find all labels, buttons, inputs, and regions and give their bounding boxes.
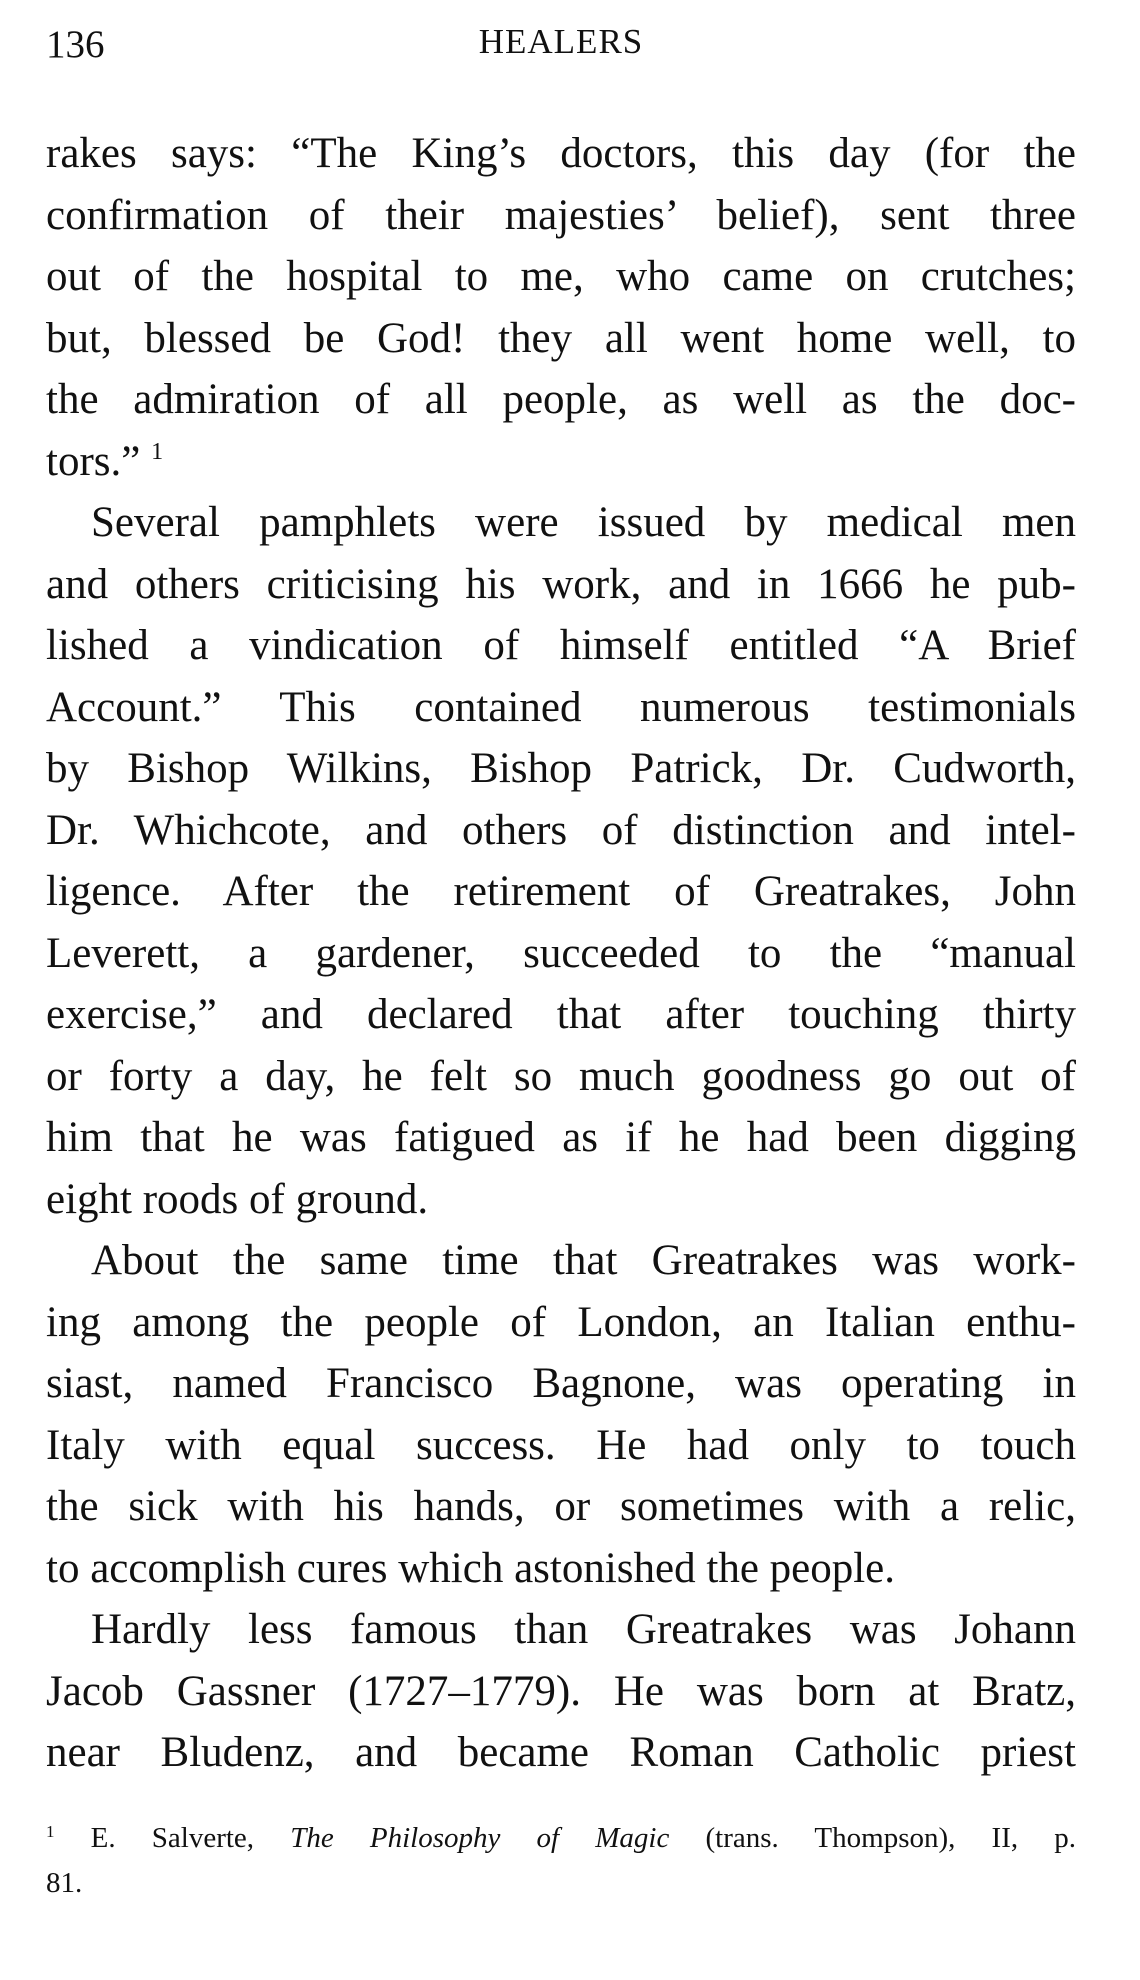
text-line: the admiration of all people, as well as the doc- [46,376,1076,423]
text-line: Italy with equal success. He had only to touch [46,1421,1076,1469]
paragraph-4 [46,1599,1076,1784]
footnote-marker: 1 [46,1822,55,1841]
text-line: to accomplish cures which astonished the people. [46,1544,896,1592]
footnote-reference: 1 [151,438,164,465]
text-line: lished a vindication of himself entitled “A Brief [46,622,1076,669]
text-line: siast, named Francisco Bagnone, was operating in [46,1360,1076,1407]
footnote [46,1816,1076,1906]
text-line: Hardly less famous than Greatrakes was Johann [91,1606,1076,1653]
text-line: out of the hospital to me, who came on crutches; [46,253,1076,300]
running-head: HEALERS [478,22,644,61]
text-line: near Bludenz, and became Roman Catholic priest [46,1729,1076,1776]
text-line: him that he was fatigued as if he had been digging [46,1114,1076,1161]
text-line: Several pamphlets were issued by medical men [91,499,1076,546]
text-line: About the same time that Greatrakes was work- [91,1237,1076,1284]
text-line: tors.” [46,437,141,485]
text-line: ligence. After the retirement of Greatrakes, John [46,868,1076,915]
text-line: eight roods of ground. [46,1175,429,1223]
text-line: rakes says: “The King’s doctors, this day (for the [46,130,1076,177]
text-line: exercise,” and declared that after touching thirty [46,991,1076,1038]
text-line: or forty a day, he felt so much goodness go out of [46,1052,1076,1100]
text-line: ing among the people of London, an Italian enthu- [46,1298,1076,1346]
paragraph-1 [46,123,1076,492]
footnote-details: (trans. Thompson), II, p. [705,1822,1077,1854]
text-line: Dr. Whichcote, and others of distinction and intel- [46,806,1076,854]
text-line: and others criticising his work, and in 1666 he pub- [46,560,1076,608]
text-line: Account.” This contained numerous testimonials [46,683,1076,731]
paragraph-2 [46,492,1076,1230]
text-line: Jacob Gassner (1727–1779). He was born at Bratz, [46,1667,1076,1715]
paragraph-3 [46,1230,1076,1599]
text-line: confirmation of their majesties’ belief), sent three [46,191,1076,239]
text-line: the sick with his hands, or sometimes with a relic, [46,1483,1076,1530]
text-line: by Bishop Wilkins, Bishop Patrick, Dr. Cudworth, [46,745,1076,792]
body-text [46,123,1076,1784]
footnote-title: The Philosophy of Magic [290,1822,670,1854]
footnote-line [46,1816,1076,1861]
footnote-author: E. Salverte, [90,1822,255,1854]
page-header [46,22,1076,82]
page-number: 136 [46,23,105,66]
footnote-line-2: 81. [46,1867,83,1899]
text-line-with-footnote [46,431,1076,493]
text-line: Leverett, a gardener, succeeded to the “manual [46,929,1076,977]
text-line: but, blessed be God! they all went home well, to [46,314,1076,362]
